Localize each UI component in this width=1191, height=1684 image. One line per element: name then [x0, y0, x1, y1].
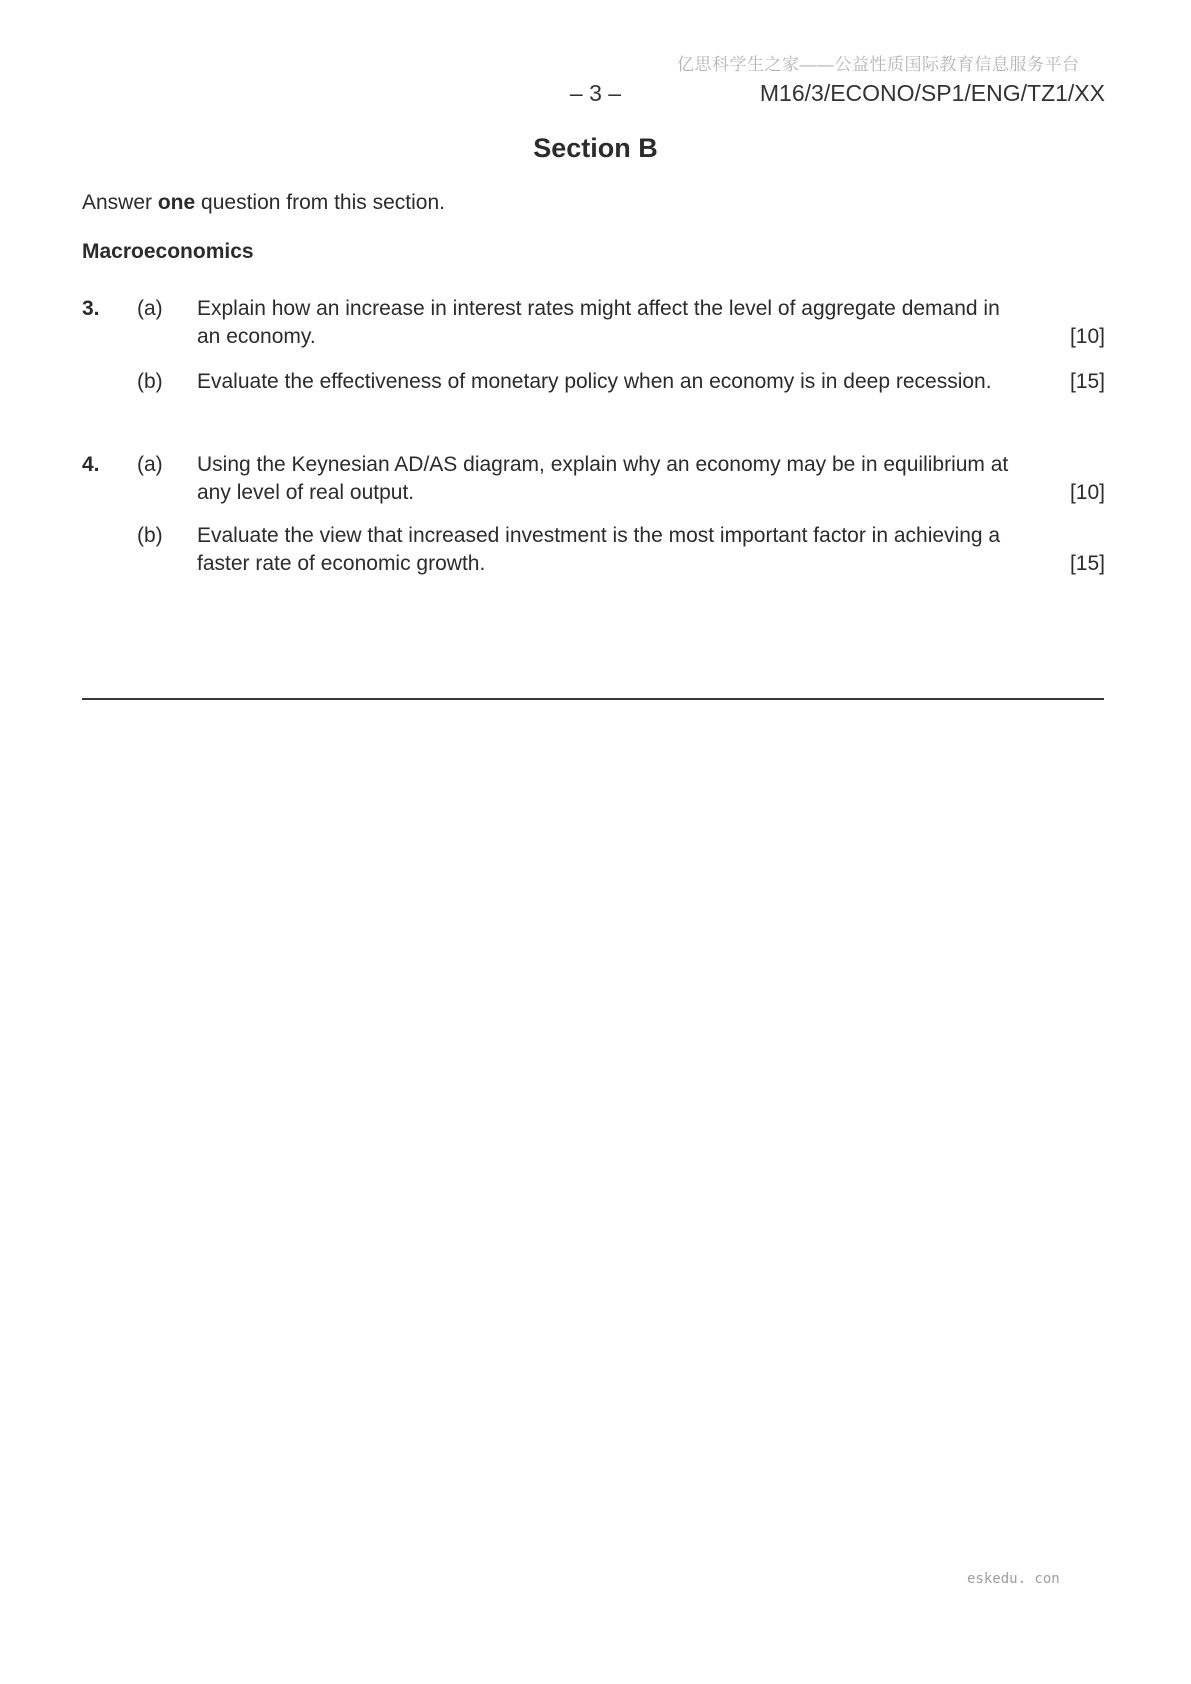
- header-watermark: 亿思科学生之家——公益性质国际教育信息服务平台: [677, 55, 1080, 74]
- section-instruction: [82, 191, 445, 215]
- topic-heading: Macroeconomics: [82, 240, 254, 263]
- question-3-number: 3.: [82, 297, 100, 320]
- question-4b-marks: [15]: [1069, 552, 1105, 575]
- question-3a-marks: [10]: [1069, 325, 1105, 348]
- question-3a-line-1: Explain how an increase in interest rates might affect the level of aggregate demand in: [197, 297, 1000, 320]
- question-number-spacer: [82, 522, 137, 578]
- exam-code: M16/3/ECONO/SP1/ENG/TZ1/XX: [759, 80, 1105, 106]
- question-number-spacer: [82, 368, 137, 396]
- question-4a-row: [82, 451, 1105, 507]
- question-4b-line-2: faster rate of economic growth.: [197, 552, 486, 575]
- page-number: – 3 –: [569, 80, 622, 106]
- question-3a-line-2: an economy.: [197, 325, 316, 348]
- question-4a-line-1: Using the Keynesian AD/AS diagram, explain why an economy may be in equilibrium at: [197, 453, 1009, 476]
- part-b-label: (b): [137, 524, 163, 547]
- question-4a-line-2: any level of real output.: [197, 481, 415, 504]
- question-3a-text: [197, 295, 1059, 351]
- question-4b-text: [197, 522, 1059, 578]
- question-4a-marks: [10]: [1069, 481, 1105, 504]
- part-a-label: (a): [137, 453, 163, 476]
- footer-watermark: eskedu. con: [967, 1571, 1060, 1587]
- section-title: Section B: [533, 133, 658, 163]
- part-b-label: (b): [137, 370, 163, 393]
- question-4a-text: [197, 451, 1059, 507]
- question-4b-row: [82, 522, 1105, 578]
- instruction-prefix: Answer: [82, 191, 158, 214]
- section-divider-rule: [82, 698, 1104, 700]
- question-3a-row: [82, 295, 1105, 351]
- question-4-number: 4.: [82, 453, 100, 476]
- part-a-label: (a): [137, 297, 163, 320]
- question-3b-text: [197, 368, 1059, 396]
- instruction-emphasis: one: [157, 191, 196, 214]
- instruction-suffix: question from this section.: [195, 191, 445, 214]
- question-3b-line-1: Evaluate the effectiveness of monetary policy when an economy is in deep recession.: [197, 370, 992, 393]
- question-3b-row: [82, 368, 1105, 396]
- question-4b-line-1: Evaluate the view that increased investment is the most important factor in achieving a: [197, 524, 1001, 547]
- question-3b-marks: [15]: [1069, 370, 1105, 393]
